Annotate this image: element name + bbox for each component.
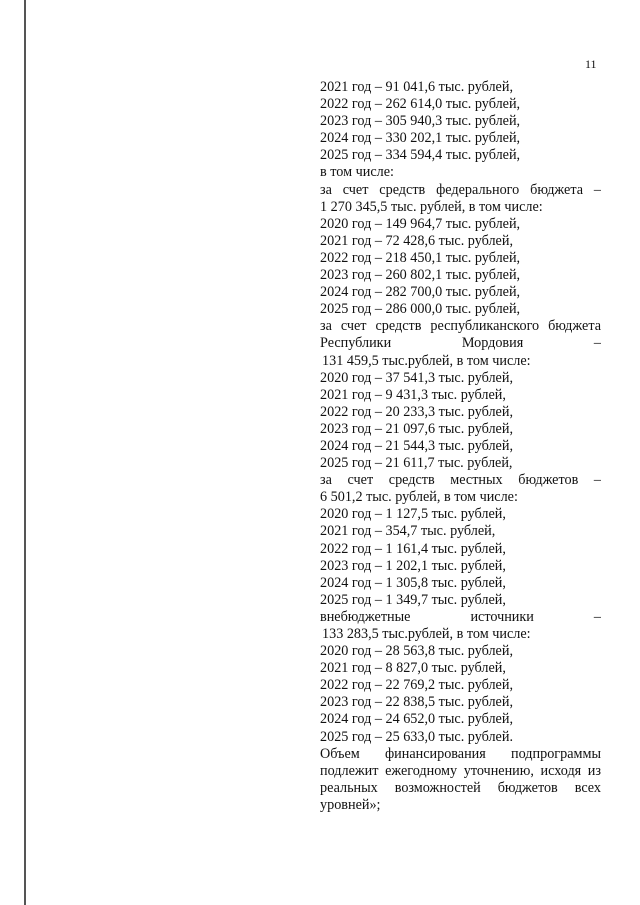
text-line: 2020 год – 149 964,7 тыс. рублей, (320, 215, 521, 232)
text-line: 2025 год – 21 611,7 тыс. рублей, (320, 455, 513, 472)
text-line: 2022 год – 22 769,2 тыс. рублей, (320, 677, 513, 694)
text-line: реальных возможностей бюджетов всех (320, 779, 601, 796)
text-line: 2021 год – 9 431,3 тыс. рублей, (320, 386, 506, 403)
text-line: 2022 год – 262 614,0 тыс. рублей, (320, 96, 521, 113)
text-line: 2023 год – 305 940,3 тыс. рублей, (320, 113, 521, 130)
text-line: внебюджетные источники – (320, 608, 601, 625)
financing-text-block (320, 79, 601, 814)
text-line: уровней»; (320, 796, 381, 813)
text-line: 2023 год – 1 202,1 тыс. рублей, (320, 557, 506, 574)
text-line: 2020 год – 28 563,8 тыс. рублей, (320, 643, 513, 660)
text-line: 6 501,2 тыс. рублей, в том числе: (320, 489, 518, 506)
text-line: за счет средств местных бюджетов – (320, 472, 601, 489)
page-margin-rule (24, 0, 26, 905)
text-line: 2025 год – 334 594,4 тыс. рублей, (320, 147, 521, 164)
text-line: 2023 год – 21 097,6 тыс. рублей, (320, 420, 513, 437)
text-line: за счет средств республиканского бюджета (320, 318, 601, 335)
text-line: 133 283,5 тыс.рублей, в том числе: (322, 626, 531, 642)
text-line: 1 270 345,5 тыс. рублей, в том числе: (320, 198, 543, 215)
text-line: подлежит ежегодному уточнению, исходя из (320, 762, 601, 779)
text-line: 2024 год – 282 700,0 тыс. рублей, (320, 284, 521, 301)
text-line: Республики Мордовия – (320, 335, 601, 352)
text-line: 2023 год – 22 838,5 тыс. рублей, (320, 694, 513, 711)
text-line: 2024 год – 1 305,8 тыс. рублей, (320, 574, 506, 591)
text-line: 2021 год – 91 041,6 тыс. рублей, (320, 79, 513, 95)
text-line: 2023 год – 260 802,1 тыс. рублей, (320, 267, 521, 284)
text-line: Объем финансирования подпрограммы (320, 745, 601, 762)
text-line: за счет средств федерального бюджета – (320, 181, 601, 198)
page-number: 11 (585, 57, 597, 71)
text-line: 2022 год – 1 161,4 тыс. рублей, (320, 540, 506, 557)
text-line: 2022 год – 20 233,3 тыс. рублей, (320, 403, 513, 420)
text-line: 2025 год – 1 349,7 тыс. рублей, (320, 591, 506, 608)
text-line: 2024 год – 24 652,0 тыс. рублей, (320, 711, 513, 728)
text-line: 2025 год – 286 000,0 тыс. рублей, (320, 301, 521, 318)
text-line: 2021 год – 354,7 тыс. рублей, (320, 523, 496, 540)
text-line: 2021 год – 8 827,0 тыс. рублей, (320, 660, 506, 677)
text-line: 2025 год – 25 633,0 тыс. рублей. (320, 728, 513, 745)
text-line: 2024 год – 330 202,1 тыс. рублей, (320, 130, 521, 147)
text-line: в том числе: (320, 164, 394, 181)
text-line: 2022 год – 218 450,1 тыс. рублей, (320, 249, 521, 266)
text-line: 2021 год – 72 428,6 тыс. рублей, (320, 232, 513, 249)
text-line: 131 459,5 тыс.рублей, в том числе: (322, 352, 531, 369)
text-line: 2024 год – 21 544,3 тыс. рублей, (320, 437, 513, 454)
text-line: 2020 год – 37 541,3 тыс. рублей, (320, 369, 513, 386)
text-line: 2020 год – 1 127,5 тыс. рублей, (320, 506, 506, 523)
